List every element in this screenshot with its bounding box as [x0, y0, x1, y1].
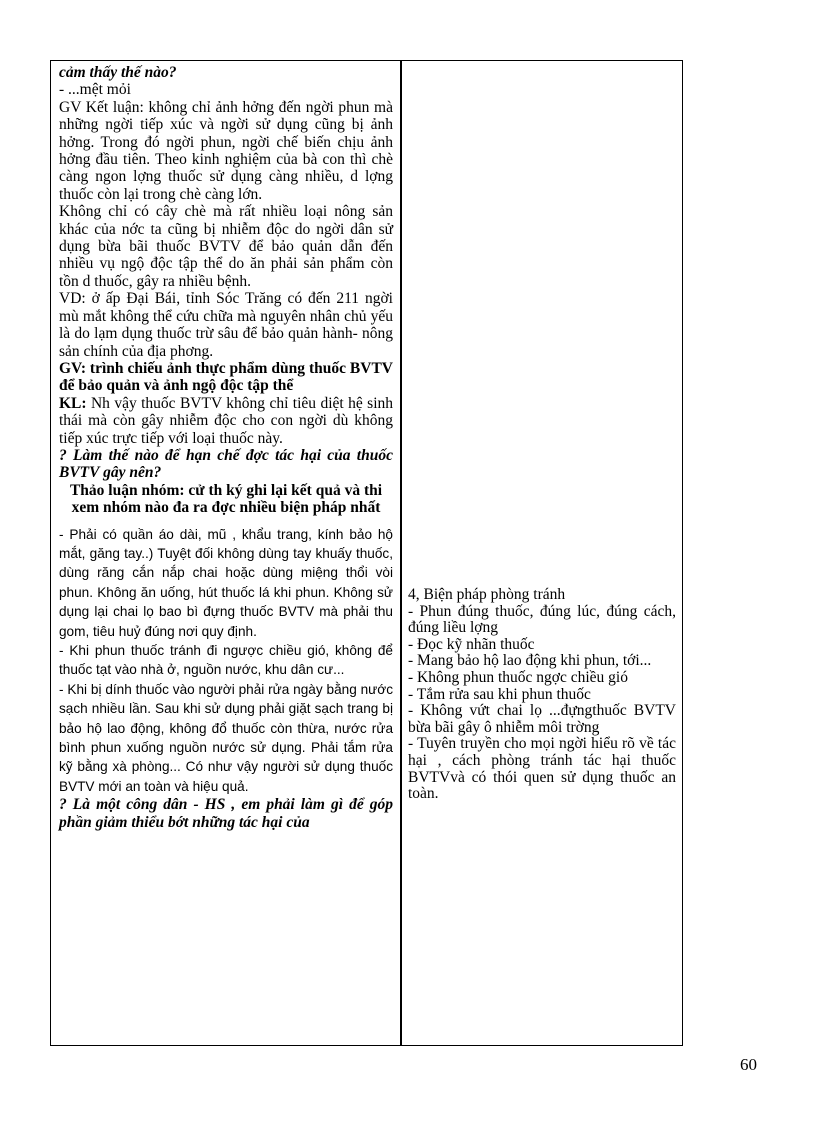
- question-tail: cảm thấy thế nào?: [59, 64, 177, 81]
- kl-label: KL:: [59, 394, 87, 412]
- measure-item: - Đọc kỹ nhãn thuốc: [408, 635, 535, 653]
- content-column: [402, 61, 682, 803]
- washing-paragraph: - Khi bị dính thuốc vào người phải rửa ngày bằng nước sạch nhiều lần. Sau khi sử dụng phải giặt sạch trang bị bảo hộ lao động, không đổ thuốc còn thừa, nước rửa bình phun xuống nguồn nước sử dụng. Phải tắm rửa kỹ bằng xà phòng... Có như vậy người sử dụng thuốc BVTV mới an toàn và hiệu quả.: [59, 681, 393, 794]
- measure-item: - Mang bảo hộ lao động khi phun, tới...: [408, 652, 652, 670]
- teacher-student-activity-column: [51, 61, 400, 831]
- measure-item: - Phun đúng thuốc, đúng lúc, đúng cách, đúng liều lợng: [408, 602, 676, 637]
- measure-item: - Tắm rửa sau khi phun thuốc: [408, 685, 591, 703]
- prevention-question: ? Làm thế nào để hạn chế đợc tác hại của thuốc BVTV gây nên?: [59, 446, 393, 482]
- kl-text: Nh vậy thuốc BVTV không chỉ tiêu diệt hệ sinh thái mà còn gây nhiễm độc cho con ngời dù không tiếp xúc trực tiếp với loại thuốc này.: [59, 394, 393, 447]
- lesson-table: [50, 60, 683, 1046]
- spraying-paragraph: - Khi phun thuốc tránh đi ngược chiều gió, không để thuốc tạt vào nhà ở, nguồn nước, khu dân cư...: [59, 643, 393, 678]
- example-paragraph: VD: ở ấp Đại Bái, tỉnh Sóc Trăng có đến 211 ngời mù mắt không thể cứu chữa mà nguyên nhân chủ yếu là do lạm dụng thuốc trừ sâu để bảo quản hành- nông sản chính của địa phơng.: [59, 290, 393, 360]
- teacher-conclusion: GV Kết luận: không chỉ ảnh hởng đến ngời phun mà những ngời tiếp xúc và ngời sử dụng cũng bị ảnh hởng. Trong đó ngời phun, ngời chế biến chịu ảnh hởng đầu tiên. Theo kinh nghiệm của bà con thì chè càng ngon lợng thuốc sử dụng càng nhiều, d lợng thuốc còn lại trong chè càng lớn.: [59, 98, 393, 203]
- group-discussion-task: Thảo luận nhóm: cử th ký ghi lại kết quả và thi xem nhóm nào đa ra đợc nhiều biện pháp nhất: [69, 481, 383, 517]
- citizen-question: ? Là một công dân - HS , em phải làm gì để góp phần giảm thiểu bớt những tác hại của: [59, 796, 393, 831]
- section-heading: 4, Biện pháp phòng tránh: [408, 586, 566, 603]
- measure-item: - Không vứt chai lọ ...đựngthuốc BVTV bừa bãi gây ô nhiễm môi trờng: [408, 702, 676, 736]
- protection-paragraph: - Phải có quần áo dài, mũ , khẩu trang, kính bảo hộ mắt, găng tay..) Tuyệt đối không dùng tay khuấy thuốc, dùng răng cắn nắp chai hoặc dùng miệng thổi vòi phun. Không ăn uống, hút thuốc lá khi phun. Không sử dụng lại chai lọ bao bì đựng thuốc BVTV mà phải thu gom, tiêu huỷ đúng nơi quy định.: [59, 526, 393, 639]
- explanation-paragraph: Không chỉ có cây chè mà rất nhiều loại nông sản khác của nớc ta cũng bị nhiễm độc do ngời dân sử dụng bừa bãi thuốc BVTV để bảo quản dẫn đến nhiều vụ ngộ độc tập thể do ăn phải sản phẩm còn tồn d thuốc, gây ra nhiều bệnh.: [59, 203, 393, 290]
- student-answer: - ...mệt mỏi: [59, 81, 131, 99]
- measure-item: - Không phun thuốc ngợc chiều gió: [408, 668, 628, 686]
- page-number: 60: [740, 1055, 757, 1074]
- teacher-slide-instruction: GV: trình chiếu ảnh thực phẩm dùng thuốc BVTV để bảo quản và ảnh ngộ độc tập thể: [59, 359, 393, 395]
- kl-conclusion: [59, 395, 393, 447]
- measure-item: - Tuyên truyền cho mọi ngời hiểu rõ về tác hại , cách phòng tránh tác hại thuốc BVTVvà có thói quen sử dụng thuốc an toàn.: [408, 735, 676, 803]
